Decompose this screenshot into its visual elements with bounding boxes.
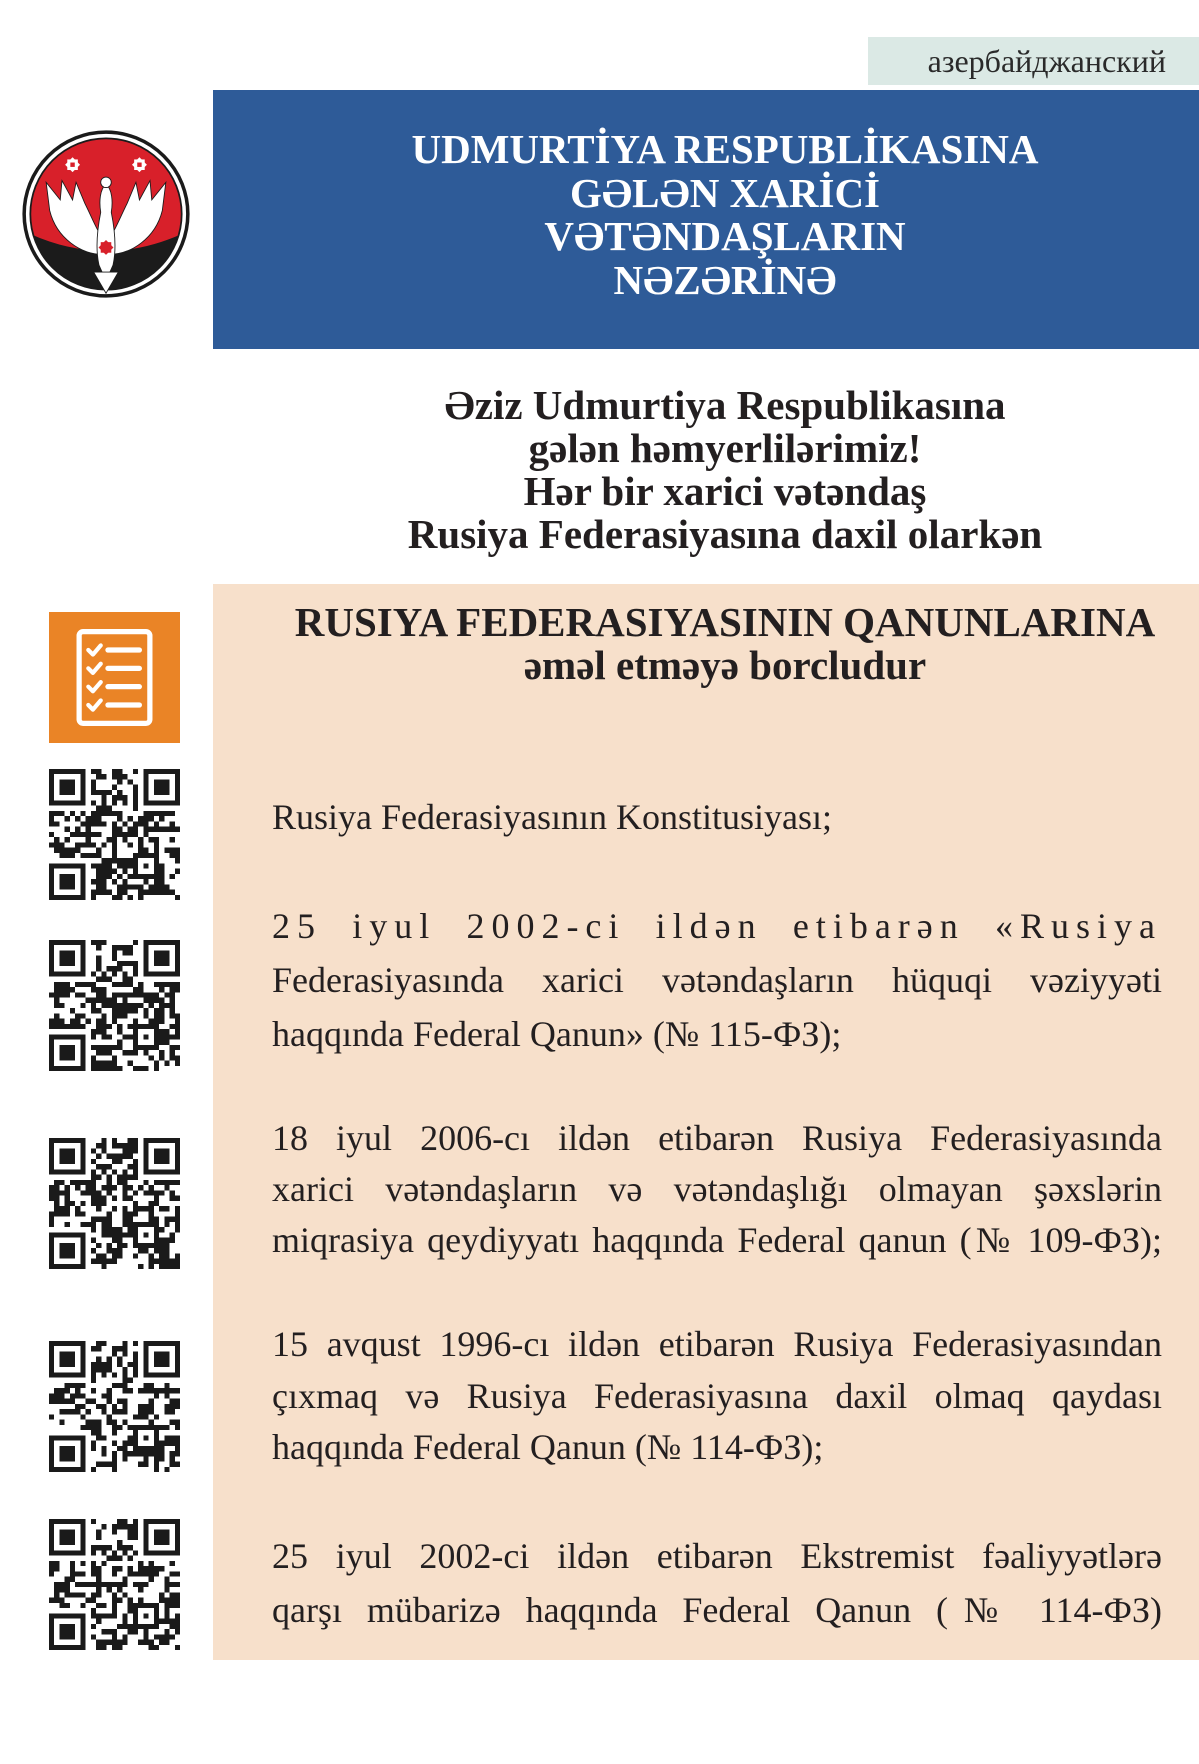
law-item-line: Rusiya Federasiyasının Konstitusiyası; xyxy=(272,797,832,837)
qr-code-icon xyxy=(49,769,180,900)
law-item-line: 25 iyul 2002-ci ildən etibarən Ekstremist fəaliyyətlərə xyxy=(272,1536,1162,1576)
title-line-2: GƏLƏN XARİCİ xyxy=(569,169,881,216)
law-item-line: haqqında Federal Qanun» (№ 115-ФЗ); xyxy=(272,1014,842,1054)
header-banner xyxy=(213,90,1199,349)
law-item-line: 25 iyul 2002-ci ildən etibarən «Rusiya xyxy=(272,906,1162,946)
law-item-109-fz xyxy=(272,1113,1162,1266)
laws-heading-line-1: RUSIYA FEDERASIYASININ QANUNLARINA xyxy=(294,599,1156,645)
qr-code-icon xyxy=(49,1341,180,1472)
law-item-line: miqrasiya qeydiyyatı haqqında Federal qanun (№ 109-ФЗ); xyxy=(272,1220,1162,1260)
law-item-line: çıxmaq və Rusiya Federasiyasına daxil olmaq qaydası xyxy=(272,1375,1162,1416)
qr-code-icon xyxy=(49,940,180,1071)
law-item-115-fz xyxy=(272,899,1162,1061)
checklist-icon xyxy=(49,612,180,743)
law-item-line: Federasiyasında xarici vətəndaşların hüquqi vəziyyəti xyxy=(272,960,1162,1000)
greeting-line-3: Hər bir xarici vətəndaş xyxy=(523,468,927,514)
law-item-line: xarici vətəndaşların və vətəndaşlığı olmayan şəxslərin xyxy=(272,1169,1162,1209)
laws-heading-line-2: əməl etməyə borcludur xyxy=(523,642,927,688)
law-item-line: haqqında Federal Qanun (№ 114-ФЗ); xyxy=(272,1427,824,1467)
greeting-line-4: Rusiya Federasiyasına daxil olarkən xyxy=(407,511,1043,557)
law-item-constitution xyxy=(272,790,1162,844)
greeting xyxy=(251,384,1199,556)
title-line-3: VƏTƏNDAŞLARIN xyxy=(544,213,906,259)
language-tag xyxy=(868,37,1199,85)
page-title xyxy=(251,128,1199,302)
greeting-line-1: Əziz Udmurtiya Respublikasına xyxy=(444,382,1006,428)
greeting-line-2: gələn həmyerlilərimiz! xyxy=(528,425,922,471)
language-tag-label: азербайджанский xyxy=(927,43,1166,79)
udmurtia-emblem-icon xyxy=(18,126,194,302)
laws-section xyxy=(213,584,1199,1660)
qr-code-icon xyxy=(49,1138,180,1269)
title-line-1: UDMURTİYA RESPUBLİKASINA xyxy=(411,126,1039,172)
law-item-line: 15 avqust 1996-cı ildən etibarən Rusiya Federasiyasından xyxy=(272,1324,1162,1364)
title-line-4: NƏZƏRİNƏ xyxy=(613,256,837,303)
qr-code-icon xyxy=(49,1519,180,1650)
law-item-line: qarşı mübarizə haqqında Federal Qanun (№ 114-ФЗ) xyxy=(272,1590,1162,1630)
laws-heading xyxy=(251,601,1199,687)
law-item-114-fz-extremism xyxy=(272,1529,1162,1637)
law-item-line: 18 iyul 2006-cı ildən etibarən Rusiya Federasiyasında xyxy=(272,1118,1162,1158)
law-item-114-fz-exit-entry xyxy=(272,1319,1162,1474)
